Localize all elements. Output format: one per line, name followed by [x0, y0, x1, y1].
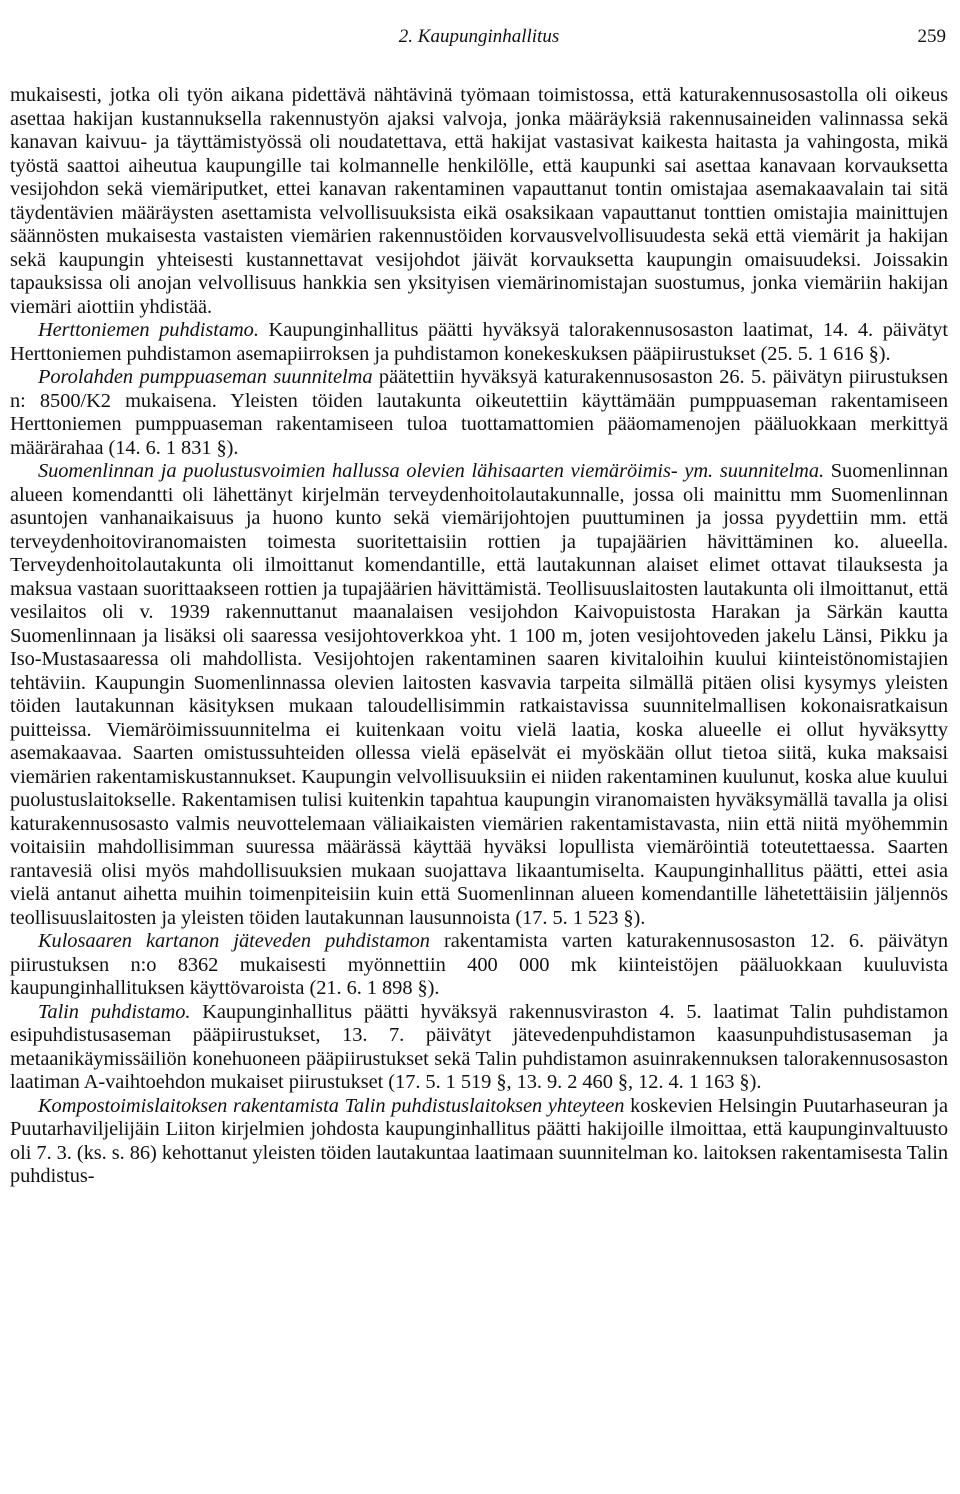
- page-number: 259: [917, 26, 946, 47]
- paragraph-kulosaari: [10, 930, 948, 1001]
- paragraph-heading: Suomenlinnan ja puolustusvoimien hallussa olevien lähisaarten viemäröimis- ym. suunnitelma.: [38, 460, 825, 482]
- paragraph-kompostoimislaitos: [10, 1095, 948, 1189]
- paragraph-text: Kaupunginhallitus päätti hyväksyä talorakennusosaston laatimat, 14. 4. päivätyt Herttoniemen puhdistamon asemapiirroksen ja puhdistamon konekeskuksen pääpiirustukset (25. 5. 1 616 §).: [10, 319, 949, 365]
- paragraph-continued: [10, 84, 948, 319]
- paragraph-tali: [10, 1001, 948, 1095]
- paragraph-heading: Kompostoimislaitoksen rakentamista Talin puhdistuslaitoksen yhteyteen: [38, 1094, 625, 1117]
- paragraph-suomenlinna: [10, 460, 948, 930]
- paragraph-text: Kaupunginhallitus päätti hyväksyä rakennusviraston 4. 5. laatimat Talin puhdistamon esipuhdistusaseman pääpiirustukset, 13. 7. päivätyt jätevedenpuhdistamon kaasunpuhdistusaseman ja metaanikäymissäiliön konehuoneen pääpiirustukset sekä Talin puhdistamon asuinrakennuksen talorakennusosaston laatiman A-vaihtoehdon mukaiset piirustukset (17. 5. 1 519 §, 13. 9. 2 460 §, 12. 4. 1 163 §).: [10, 1000, 948, 1093]
- paragraph-porolahti: [10, 366, 948, 460]
- paragraph-text: rakentamista varten katurakennusosaston 12. 6. päivätyn piirustuksen n:o 8362 mukaisesti myönnettiin 400 000 mk kiinteistöjen pääluokkaan kuuluvista kaupunginhallituksen käyttövaroista (21. 6. 1 898 §).: [10, 930, 948, 999]
- paragraph-text: Suomenlinnan alueen komendantti oli lähettänyt kirjelmän terveydenhoitolautakunnalle, jossa oli mainittu mm Suomenlinnan asuntojen vanhanaikaisuus ja huono kunto sekä viemärijohtojen puuttuminen ja jossa pyydettiin mm. että terveydenhoitoviranomaisten toimesta suoritettaisiin rottien ja tupajäärien hävittäminen ko. alueella. Terveydenhoitolautakunta oli ilmoittanut komendantille, että lautakunnan alaiset elimet ottavat tilauksesta ja maksua vastaan suorittaakseen rottien ja tupajäärien hävittämistä. Teollisuuslaitosten lautakunta oli ilmoittanut, että vesilaitos oli v. 1939 rakennuttanut maanalaisen vesijohdon Kaivopuistosta Harakan ja Särkän kautta Suomenlinnaan ja lisäksi oli saaressa vesijohtoverkkoa yht. 1 100 m, joten vesijohtoveden jakelu Länsi, Pikku ja Iso-Mustasaaressa oli mahdollista. Vesijohtojen rakentaminen saaren kivitaloihin kuului kiinteistönomistajien tehtäviin. Kaupungin Suomenlinnassa olevien laitosten kasvavia tarpeita silmällä pitäen olisi kysymys yleisten töiden lautakunnan käsityksen mukaan taloudellisimmin ratkaistavissa suunnitelmallisen kokonaisratkaisun puitteissa. Viemäröimissuunnitelma ei kuitenkaan voitu vielä laatia, koska alueelle ei ollut hyväksytty asemakaavaa. Saarten omistussuhteiden ollessa vielä epäselvät ei myöskään ollut tietoa siitä, kuka maksaisi viemärien rakentamiskustannukset. Kaupungin velvollisuuksiin ei niiden rakentaminen kuulunut, koska alue kuului puolustuslaitokselle. Rakentamisen tulisi kuitenkin tapahtua kaupungin viranomaisten hyväksymällä tavalla ja olisi katurakennusosasto valmis neuvottelemaan väliaikaisten viemärien rakentamistavasta, niin että niitä myöhemmin voitaisiin mahdollisimman suuressa määrässä käyttää hyväksi lopullista viemäröintiä toteutettaessa. Saarten rantavesiä olisi myös mahdollisuuksien mukaan suojattava likaantumiselta. Kaupunginhallitus päätti, ettei asia vielä antanut aihetta muihin toimenpiteisiin kuin että Suomenlinnan alueen komendantille lähetettäisiin jäljennös teollisuuslaitosten ja yleisten töiden lautakunnan lausunnoista (17. 5. 1 523 §).: [10, 460, 948, 929]
- running-title: 2. Kaupunginhallitus: [398, 26, 560, 47]
- paragraph-heading: Kulosaaren kartanon jäteveden puhdistamon: [38, 930, 430, 952]
- paragraph-heading: Porolahden pumppuaseman suunnitelma: [38, 366, 373, 388]
- paragraph-herttoniemi: [10, 319, 948, 366]
- running-header: [10, 26, 948, 56]
- paragraph-text: koskevien Helsingin Puutarhaseuran ja Puutarhaviljelijäin Liiton kirjelmien johdosta kaupunginhallitus päätti hakijoille ilmoittaa, että kaupunginvaltuusto oli 7. 3. (ks. s. 86) kehottanut yleisten töiden lautakuntaa laatimaan suunnitelman ko. laitoksen rakentamisesta Talin puhdistus-: [10, 1094, 948, 1187]
- paragraph-text: mukaisesti, jotka oli työn aikana pidettävä nähtävinä työmaan toimistossa, että katurakennusosastolla oli oikeus asettaa hakijan kustannuksella rakennustyön ajaksi valvoja, jonka määräyksiä rakennusaineiden valinnassa sekä kanavan kaivuu- ja täyttämistyössä oli noudatettava, että hakijat vastasivat kaikesta haitasta ja vahingosta, mikä työstä saattoi aiheutua kaupungille tai kolmannelle henkilölle, että kaupunki sai asettaa kanavaan korvauksetta vesijohdon sekä viemäriputket, ettei kanavan rakentaminen vapauttanut tontin omistajaa asemakaavalain tai sitä täydentävien määräysten asettamista velvollisuuksista eikä osaksikaan vapauttanut tonttien omistajia mainittujen säännösten mukaisesta vastaisten viemärien rakennustöiden korvausvelvollisuudesta sekä että viemärit ja hakijan sekä kaupungin yhteisesti kustannettavat vesijohdot jäivät korvauksetta kaupungin omaisuudeksi. Joissakin tapauksissa oli anojan velvollisuus hankkia sen yksityisen viemärinomistajan suostumus, jonka viemäriin hakijan viemäri aiottiin yhdistää.: [10, 84, 948, 318]
- paragraph-heading: Herttoniemen puhdistamo.: [38, 319, 259, 341]
- body-text: [10, 84, 948, 1189]
- paragraph-heading: Talin puhdistamo.: [38, 1000, 191, 1023]
- paragraph-text: päätettiin hyväksyä katurakennusosaston 26. 5. päivätyn piirustuksen n: 8500/K2 mukaisena. Yleisten töiden lautakunta oikeutettiin käyttämään pumppuaseman rakentamiseen Herttoniemen pumppuaseman rakentamiseen tuloa tuottamattomien pääomamenojen pääluokkaan merkittyä määrärahaa (14. 6. 1 831 §).: [10, 366, 948, 459]
